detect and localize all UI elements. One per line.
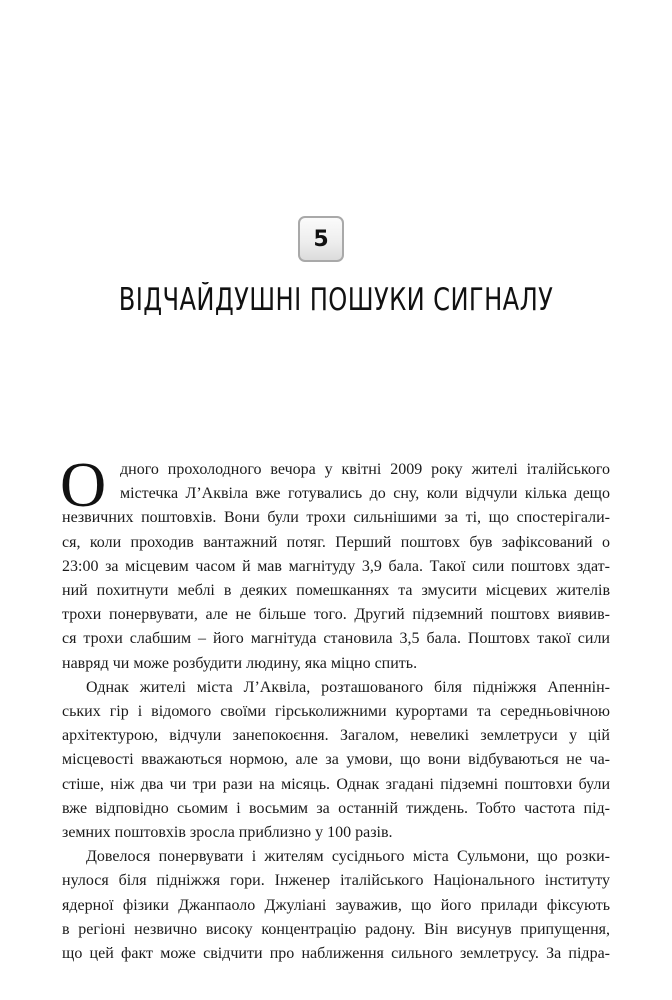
text-line: навряд чи може розбудити людину, яка міцно спить. [62,654,418,672]
text-line: 23:00 за місцевим часом й мав магнітуду 3,9 бала. Такої сили поштовх здат- [62,557,610,575]
text-line: містечка Л’Аквіла вже готувались до сну, коли відчули кілька дещо [120,485,610,503]
chapter-number: 5 [313,226,329,252]
text-line: архітектурою, відчули занепокоєння. Загалом, невеликі землетруси у цій [62,727,610,745]
drop-cap: О [60,449,107,520]
text-line: стіше, ніж два чи три рази на місяць. Однак згадані підземні поштовхи були [62,775,610,793]
text-line: Довелося понервувати і жителям сусіднього міста Сульмони, що розки- [86,848,610,866]
chapter-title: ВІДЧАЙДУШНІ ПОШУКИ СИГНАЛУ [118,282,554,318]
text-line: дного прохолодного вечора у квітні 2009 року жителі італійського [120,461,610,478]
body-text [60,449,610,966]
text-line: ядерної фізики Джанпаоло Джуліані зауважив, що його прилади фіксують [62,896,610,914]
text-line: земних поштовхів зросла приблизно у 100 разів. [62,824,393,842]
text-line: вже відповідно сьомим і восьмим за останній тиждень. Тобто частота під- [62,799,610,817]
text-line: нулося біля підніжжя гори. Інженер італійського Національного інституту [62,872,610,890]
chapter-number-badge [298,216,344,262]
text-line: в регіоні незвично високу концентрацію радону. Він висунув припущення, [62,920,610,938]
text-line: Однак жителі міста Л’Аквіла, розташованого біля підніжжя Апеннін- [86,678,610,696]
text-line: що цей факт може свідчити про наближення сильного землетрусу. За підра- [62,945,610,963]
text-line: ських гір і відомого своїми гірськолижними курортами та середньовічною [62,703,610,721]
text-line: трохи понервувати, але не більше того. Другий підземний поштовх виявив- [62,606,610,624]
text-line: незвичних поштовхів. Вони були трохи сильнішими за ті, що спостерігали- [62,509,610,527]
text-line: ний похитнути меблі в деяких помешканнях та змусити місцевих жителів [62,582,610,600]
text-line: ся, коли проходив вантажний потяг. Перший поштовх був зафіксований о [62,533,610,551]
text-line: місцевості вважаються нормою, але за умови, що вони відбуваються не ча- [62,751,610,769]
text-line: ся трохи слабшим – його магнітуда становила 3,5 бала. Поштовх такої сили [62,630,610,648]
